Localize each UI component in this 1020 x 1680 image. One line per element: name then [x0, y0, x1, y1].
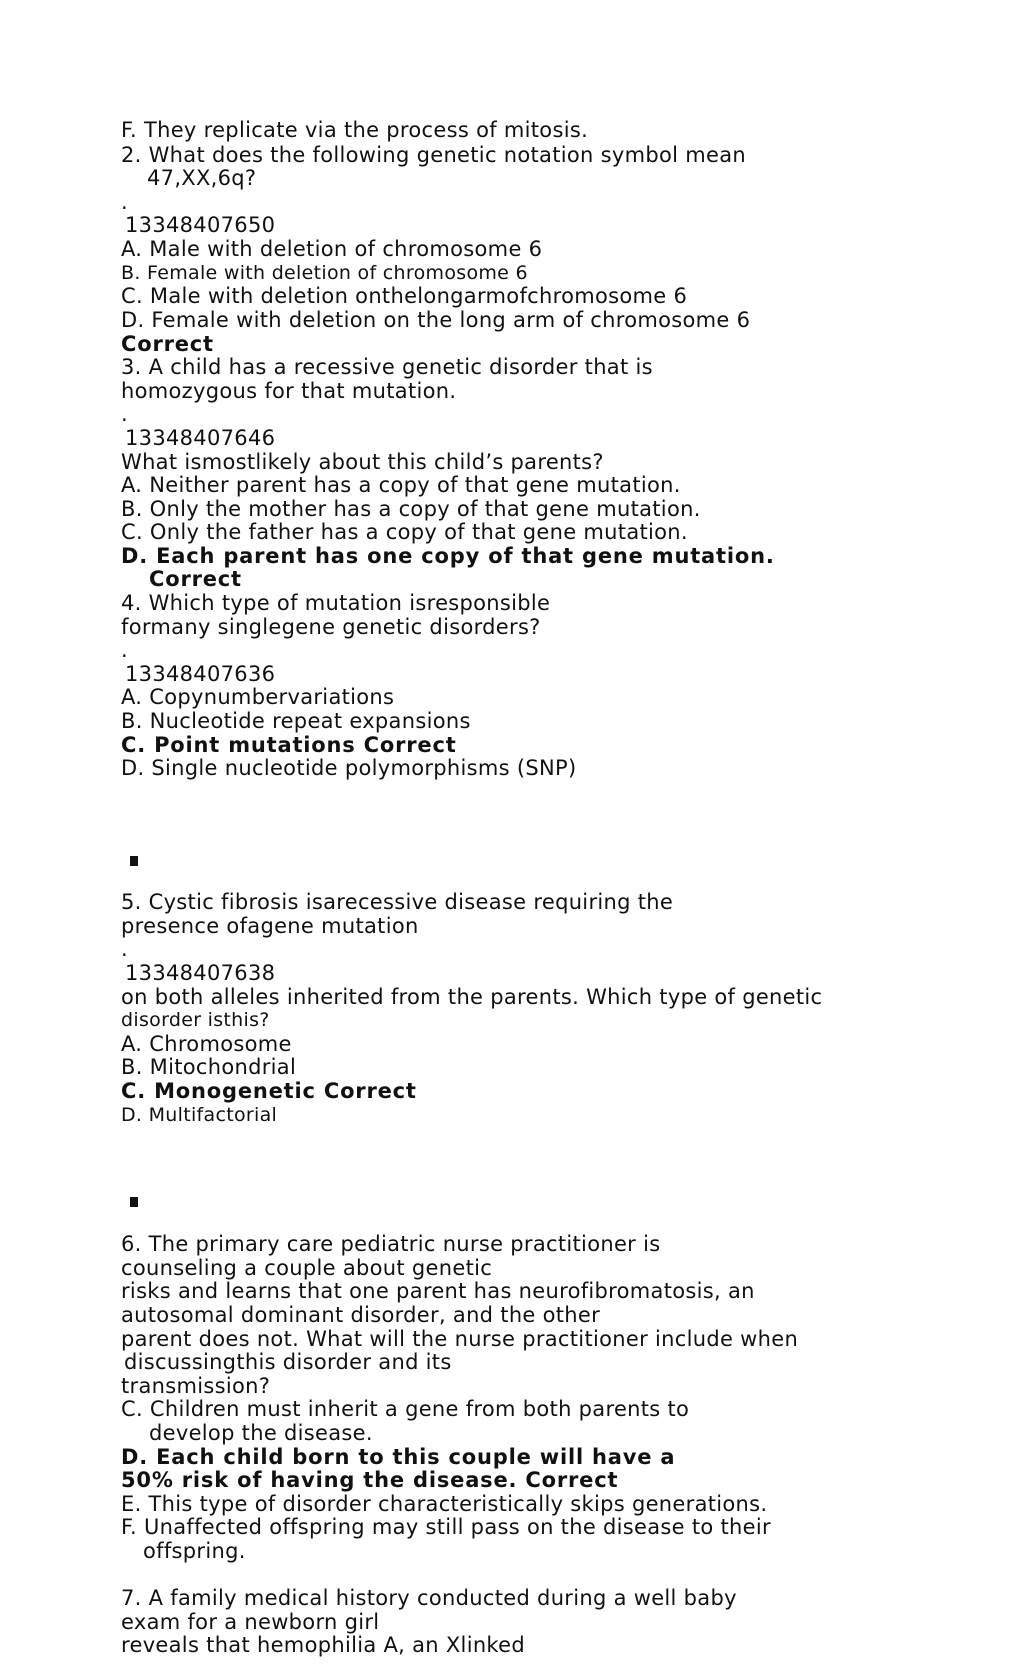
- q4-id: 13348407636: [125, 662, 276, 686]
- q2-option-c: C. Male with deletion onthelongarmofchromosome 6: [121, 284, 688, 308]
- q3-id: 13348407646: [125, 426, 276, 450]
- q4-question: 4. Which type of mutation isresponsible: [121, 591, 551, 615]
- q3-option-b: B. Only the mother has a copy of that gene mutation.: [121, 497, 701, 521]
- q6-question-cont-5: discussingthis disorder and its: [124, 1350, 452, 1374]
- q3-stem: What ismostlikely about this child’s parents?: [121, 450, 604, 474]
- q5-option-b: B. Mitochondrial: [121, 1055, 297, 1079]
- q6-question-cont-6: transmission?: [121, 1374, 271, 1398]
- q5-id: 13348407638: [125, 961, 276, 985]
- q2-correct-label: Correct: [121, 332, 214, 356]
- q3-question-cont: homozygous for that mutation.: [121, 379, 457, 403]
- q6-option-f-cont: offspring.: [143, 1539, 246, 1563]
- bullet-marker: [130, 856, 138, 866]
- q3-dot: .: [121, 402, 128, 426]
- q4-dot: .: [121, 638, 128, 662]
- q6-option-e: E. This type of disorder characteristically skips generations.: [121, 1492, 768, 1516]
- q6-question-cont-1: counseling a couple about genetic: [121, 1256, 493, 1280]
- q2-option-d: D. Female with deletion on the long arm of chromosome 6: [121, 308, 751, 332]
- q4-question-cont: formany singlegene genetic disorders?: [121, 615, 541, 639]
- q7-question-cont-2: reveals that hemophilia A, an Xlinked: [121, 1633, 525, 1657]
- q2-question: 2. What does the following genetic notation symbol mean: [121, 143, 746, 167]
- q4-option-b: B. Nucleotide repeat expansions: [121, 709, 471, 733]
- bullet-marker: [130, 1197, 138, 1207]
- q5-option-a: A. Chromosome: [121, 1032, 292, 1056]
- q7-question-cont-1: exam for a newborn girl: [121, 1610, 380, 1634]
- q6-option-c-cont: develop the disease.: [149, 1421, 373, 1445]
- q6-question: 6. The primary care pediatric nurse practitioner is: [121, 1232, 661, 1256]
- q6-question-cont-4: parent does not. What will the nurse practitioner include when: [121, 1327, 799, 1351]
- q6-question-cont-2: risks and learns that one parent has neurofibromatosis, an: [121, 1279, 755, 1303]
- q3-option-c: C. Only the father has a copy of that gene mutation.: [121, 520, 688, 544]
- q5-option-d: D. Multifactorial: [121, 1104, 278, 1126]
- q6-option-f: F. Unaffected offspring may still pass on the disease to their: [121, 1515, 771, 1539]
- q5-dot: .: [121, 937, 128, 961]
- q6-question-cont-3: autosomal dominant disorder, and the other: [121, 1303, 601, 1327]
- q3-option-d: D. Each parent has one copy of that gene mutation.: [121, 544, 775, 568]
- q4-option-c: C. Point mutations Correct: [121, 733, 457, 757]
- q3-option-a: A. Neither parent has a copy of that gene mutation.: [121, 473, 681, 497]
- q5-question-cont: presence ofagene mutation: [121, 914, 419, 938]
- q6-option-d-cont: 50% risk of having the disease. Correct: [121, 1468, 619, 1492]
- q2-id: 13348407650: [125, 213, 276, 237]
- q2-question-cont: 47,XX,6q?: [147, 166, 257, 190]
- q7-question: 7. A family medical history conducted during a well baby: [121, 1586, 737, 1610]
- q3-correct-label: Correct: [149, 567, 242, 591]
- q4-option-a: A. Copynumbervariations: [121, 685, 395, 709]
- q6-option-d: D. Each child born to this couple will have a: [121, 1445, 676, 1469]
- q2-option-a: A. Male with deletion of chromosome 6: [121, 237, 543, 261]
- q2-dot: .: [121, 190, 128, 214]
- q5-option-c: C. Monogenetic Correct: [121, 1079, 417, 1103]
- q2-option-b: B. Female with deletion of chromosome 6: [121, 262, 528, 284]
- q5-stem: on both alleles inherited from the parents. Which type of genetic: [121, 985, 823, 1009]
- q5-stem-cont: disorder isthis?: [121, 1009, 270, 1031]
- q5-question: 5. Cystic fibrosis isarecessive disease requiring the: [121, 890, 674, 914]
- q3-question: 3. A child has a recessive genetic disorder that is: [121, 355, 653, 379]
- q6-option-c: C. Children must inherit a gene from both parents to: [121, 1397, 690, 1421]
- q4-option-d: D. Single nucleotide polymorphisms (SNP): [121, 756, 577, 780]
- q1-option-f: F. They replicate via the process of mitosis.: [121, 118, 589, 142]
